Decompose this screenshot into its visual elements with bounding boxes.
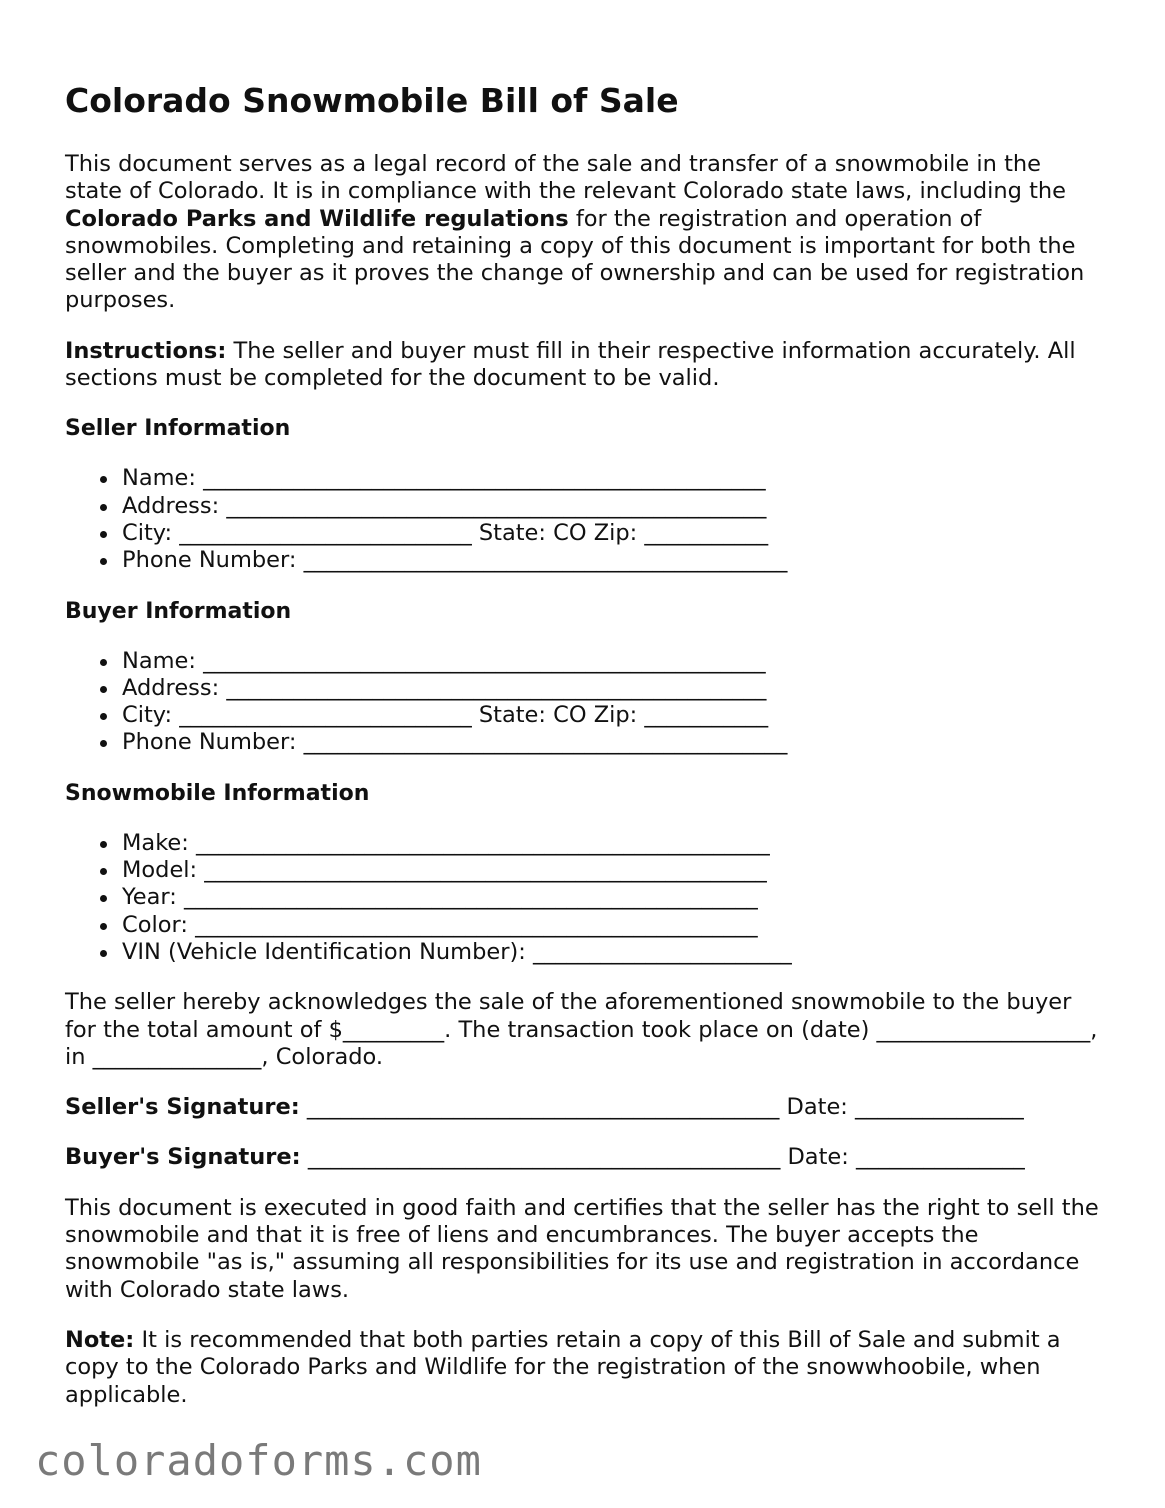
site-watermark: coloradoforms.com — [35, 1436, 482, 1485]
intro-text-start: This document serves as a legal record of the sale and transfer of a snowmobile in the state of Colorado. It is in compliance with the relevant Colorado state laws, including the — [65, 151, 1067, 205]
note-label: Note: — [65, 1326, 135, 1353]
buyer-address-field[interactable]: Address: ________________________________________________ — [122, 675, 1105, 702]
instructions-paragraph — [65, 338, 1105, 393]
snowmobile-fields-list — [65, 830, 1105, 966]
seller-heading: Seller Information — [65, 416, 291, 442]
note-paragraph — [65, 1327, 1105, 1409]
note-text: It is recommended that both parties retain a copy of this Bill of Sale and submit a copy to the Colorado Parks and Wildlife for the registration of the snowwhoobile, when applicable. — [65, 1326, 1061, 1408]
buyer-name-field[interactable]: Name: __________________________________________________ — [122, 648, 1105, 675]
acknowledgement-paragraph: The seller hereby acknowledges the sale of the aforementioned snowmobile to the buyer for the total amount of $_________. The transaction took place on (date) ___________________, in _______________, Colorado. — [65, 989, 1098, 1070]
snowmobile-vin-field[interactable]: VIN (Vehicle Identification Number): _______________________ — [122, 939, 1105, 966]
intro-paragraph — [65, 151, 1105, 315]
seller-address-field[interactable]: Address: ________________________________________________ — [122, 493, 1105, 520]
snowmobile-heading: Snowmobile Information — [65, 780, 370, 806]
buyer-signature-label: Buyer's Signature: — [65, 1144, 301, 1171]
closing-paragraph: This document is executed in good faith and certifies that the seller has the right to sell the snowmobile and that it is free of liens and encumbrances. The buyer accepts the snowmobile "as is," assuming all responsibilities for its use and registration in accordance with Colorado state laws. — [65, 1194, 1099, 1303]
instructions-label: Instructions: — [65, 337, 227, 364]
seller-signature-blank[interactable]: __________________________________________ Date: _______________ — [299, 1094, 1024, 1121]
seller-city-state-zip-field[interactable]: City: __________________________ State: CO Zip: ___________ — [122, 520, 1105, 547]
snowmobile-color-field[interactable]: Color: __________________________________________________ — [122, 912, 1105, 939]
seller-fields-list — [65, 465, 1105, 574]
seller-phone-field[interactable]: Phone Number: ___________________________________________ — [122, 547, 1105, 574]
intro-bold-regulations: Colorado Parks and Wildlife regulations — [65, 205, 569, 232]
buyer-city-state-zip-field[interactable]: City: __________________________ State: CO Zip: ___________ — [122, 702, 1105, 729]
buyer-heading: Buyer Information — [65, 598, 292, 624]
buyer-fields-list — [65, 648, 1105, 757]
buyer-signature-line[interactable] — [65, 1144, 1105, 1171]
document-page — [65, 78, 1105, 1409]
buyer-signature-blank[interactable]: __________________________________________ Date: _______________ — [300, 1144, 1025, 1171]
buyer-phone-field[interactable]: Phone Number: ___________________________________________ — [122, 729, 1105, 756]
seller-name-field[interactable]: Name: __________________________________________________ — [122, 465, 1105, 492]
snowmobile-model-field[interactable]: Model: __________________________________________________ — [122, 857, 1105, 884]
seller-signature-label: Seller's Signature: — [65, 1094, 300, 1121]
document-title: Colorado Snowmobile Bill of Sale — [65, 81, 679, 120]
seller-signature-line[interactable] — [65, 1094, 1105, 1121]
instructions-text: The seller and buyer must fill in their respective information accurately. All sections must be completed for the document to be valid. — [65, 337, 1076, 392]
snowmobile-make-field[interactable]: Make: ___________________________________________________ — [122, 830, 1105, 857]
intro-text-end: for the registration and operation of snowmobiles. Completing and retaining a copy of this document is important for both the seller and the buyer as it proves the change of ownership and can be used for registration purposes. — [65, 205, 1085, 314]
snowmobile-year-field[interactable]: Year: ___________________________________________________ — [122, 884, 1105, 911]
